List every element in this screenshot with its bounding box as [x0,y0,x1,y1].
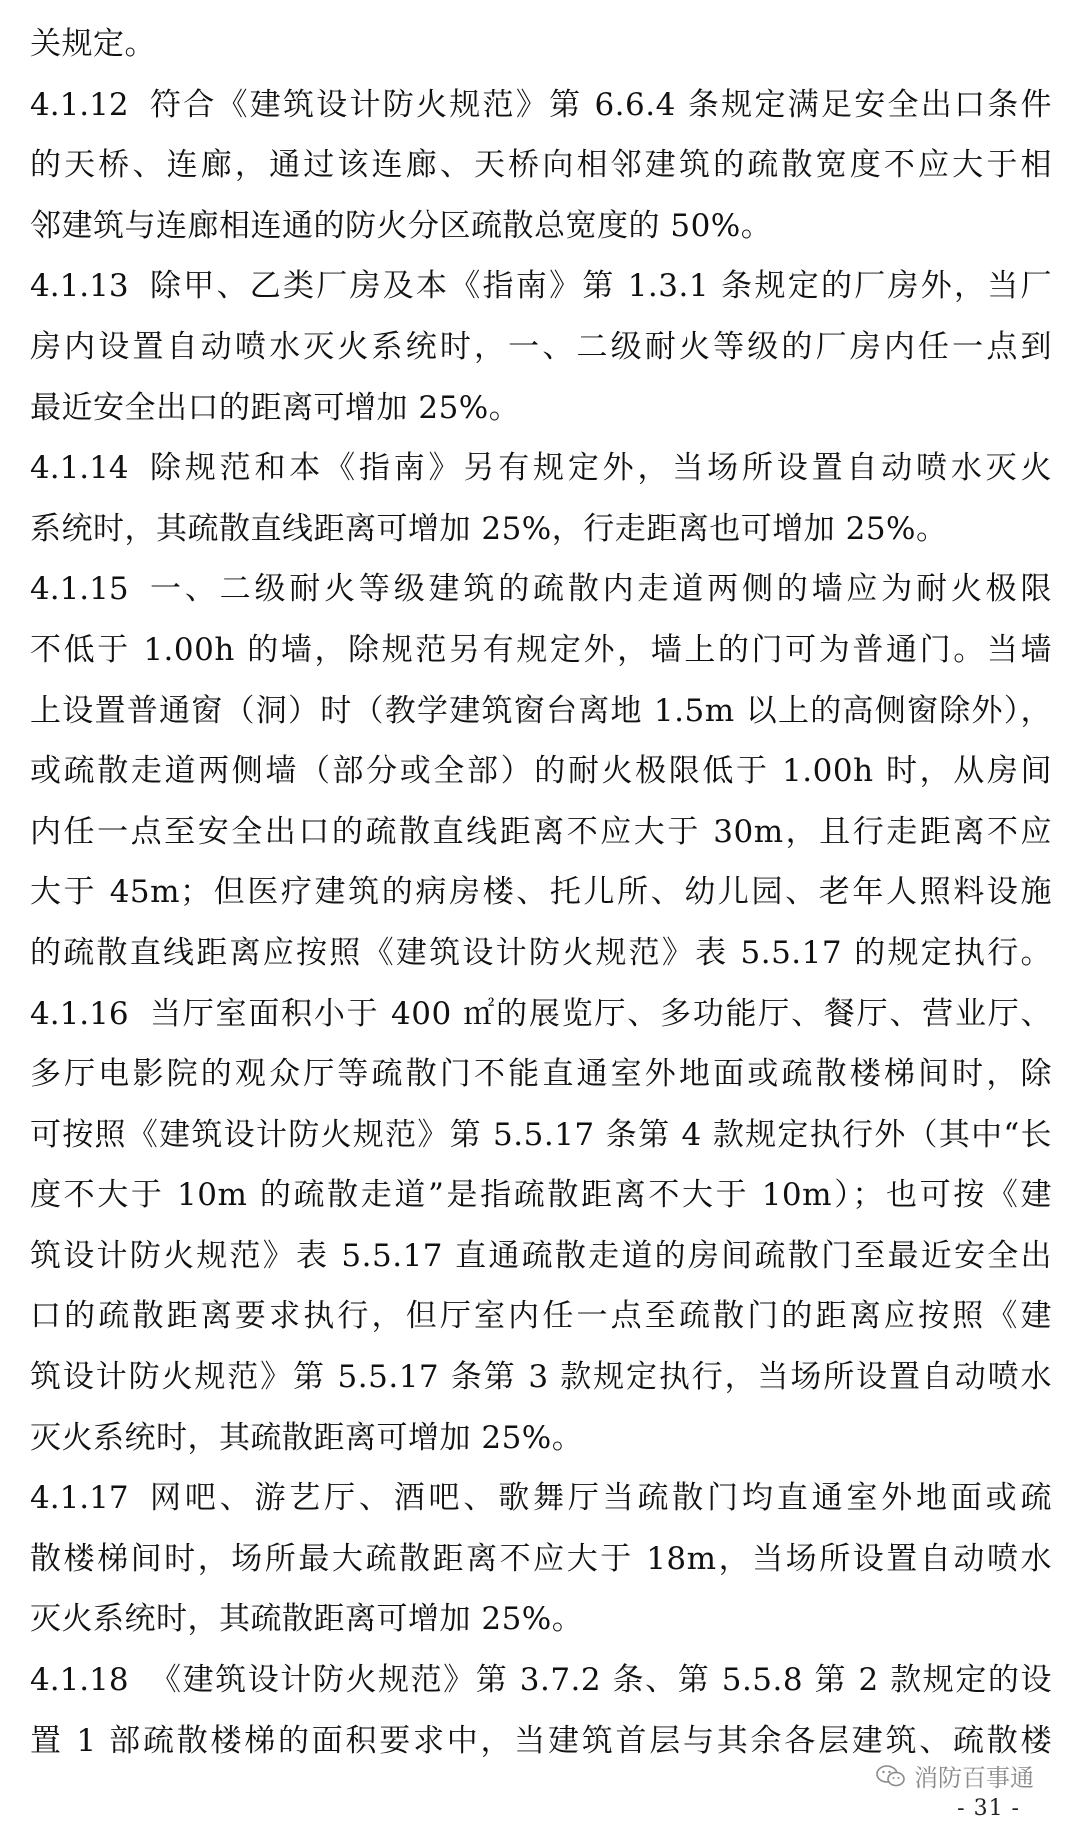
line-text: 网吧、游艺厅、酒吧、歌舞厅当疏散门均直通室外地面或疏 [150,1480,1052,1517]
text-line [30,438,1052,499]
text-line [30,559,1052,620]
document-body [30,14,1052,1771]
text-line [30,378,1052,439]
line-text: 灭火系统时，其疏散距离可增加 25%。 [30,1419,584,1456]
line-text: 符合《建筑设计防火规范》第 6.6.4 条规定满足安全出口条件 [150,86,1052,123]
text-line [30,1044,1052,1105]
watermark-text: 消防百事通 [914,1764,1034,1792]
page-number: - 31 - [957,1796,1020,1821]
line-text: 多厅电影院的观众厅等疏散门不能直通室外地面或疏散楼梯间时，除 [30,1056,1052,1093]
line-text: 大于 45m；但医疗建筑的病房楼、托儿所、幼儿园、老年人照料设施 [30,874,1052,911]
clause-number: 4.1.14 [30,450,129,487]
text-line [30,923,1052,984]
text-line [30,75,1052,136]
text-line [30,1529,1052,1590]
line-text: 口的疏散距离要求执行，但厅室内任一点至疏散门的距离应按照《建 [30,1298,1052,1335]
text-line [30,984,1052,1045]
line-text: 度不大于 10m 的疏散走道”是指疏散距离不大于 10m）；也可按《建 [30,1177,1052,1214]
line-text: 一、二级耐火等级建筑的疏散内走道两侧的墙应为耐火极限 [150,571,1052,608]
text-line [30,196,1052,257]
text-line [30,1468,1052,1529]
line-text: 筑设计防火规范》表 5.5.17 直通疏散走道的房间疏散门至最近安全出 [30,1237,1052,1274]
line-text: 的天桥、连廊，通过该连廊、天桥向相邻建筑的疏散宽度不应大于相 [30,147,1052,184]
text-line [30,1105,1052,1166]
clause-number: 4.1.12 [30,86,129,123]
line-text: 除甲、乙类厂房及本《指南》第 1.3.1 条规定的厂房外，当厂 [150,268,1052,305]
line-text: 置 1 部疏散楼梯的面积要求中，当建筑首层与其余各层建筑、疏散楼 [30,1722,1052,1759]
watermark [876,1758,1034,1793]
line-text: 或疏散走道两侧墙（部分或全部）的耐火极限低于 1.00h 时，从房间 [30,753,1052,790]
line-text: 关规定。 [30,26,156,62]
text-line [30,741,1052,802]
text-line [30,1650,1052,1711]
text-line [30,802,1052,863]
line-text: 灭火系统时，其疏散距离可增加 25%。 [30,1601,584,1638]
line-text: 系统时，其疏散直线距离可增加 25%，行走距离也可增加 25%。 [30,510,948,547]
line-text: 不低于 1.00h 的墙，除规范另有规定外，墙上的门可为普通门。当墙 [30,631,1052,668]
clause-number: 4.1.18 [30,1662,129,1699]
text-line [30,862,1052,923]
line-text: 内任一点至安全出口的疏散直线距离不应大于 30m，且行走距离不应 [30,813,1052,850]
line-text: 《建筑设计防火规范》第 3.7.2 条、第 5.5.8 第 2 款规定的设 [150,1662,1052,1699]
line-text: 除规范和本《指南》另有规定外，当场所设置自动喷水灭火 [150,450,1052,487]
wechat-icon [876,1764,906,1788]
text-line [30,1589,1052,1650]
line-text: 散楼梯间时，场所最大疏散距离不应大于 18m，当场所设置自动喷水 [30,1540,1052,1577]
line-text: 的疏散直线距离应按照《建筑设计防火规范》表 5.5.17 的规定执行。 [30,934,1052,971]
text-line [30,1408,1052,1469]
text-line [30,317,1052,378]
text-line [30,620,1052,681]
line-text: 可按照《建筑设计防火规范》第 5.5.17 条第 4 款规定执行外（其中“长 [30,1116,1052,1153]
clause-number: 4.1.17 [30,1480,129,1517]
clause-number: 4.1.16 [30,995,129,1032]
clause-number: 4.1.15 [30,571,129,608]
line-text: 当厅室面积小于 400 ㎡的展览厅、多功能厅、餐厅、营业厅、 [150,995,1052,1032]
text-line [30,681,1052,742]
text-line [30,1347,1052,1408]
text-line [30,135,1052,196]
line-text: 房内设置自动喷水灭火系统时，一、二级耐火等级的厂房内任一点到 [30,328,1052,365]
line-text: 最近安全出口的距离可增加 25%。 [30,389,521,426]
line-text: 上设置普通窗（洞）时（教学建筑窗台离地 1.5m 以上的高侧窗除外）， [30,692,1052,729]
line-text: 筑设计防火规范》第 5.5.17 条第 3 款规定执行，当场所设置自动喷水 [30,1359,1052,1396]
line-text: 邻建筑与连廊相连通的防火分区疏散总宽度的 50%。 [30,207,773,244]
text-line [30,1165,1052,1226]
text-line [30,1226,1052,1287]
text-line [30,1286,1052,1347]
text-line [30,499,1052,560]
text-line [30,256,1052,317]
clause-number: 4.1.13 [30,268,129,305]
text-line [30,14,1052,75]
